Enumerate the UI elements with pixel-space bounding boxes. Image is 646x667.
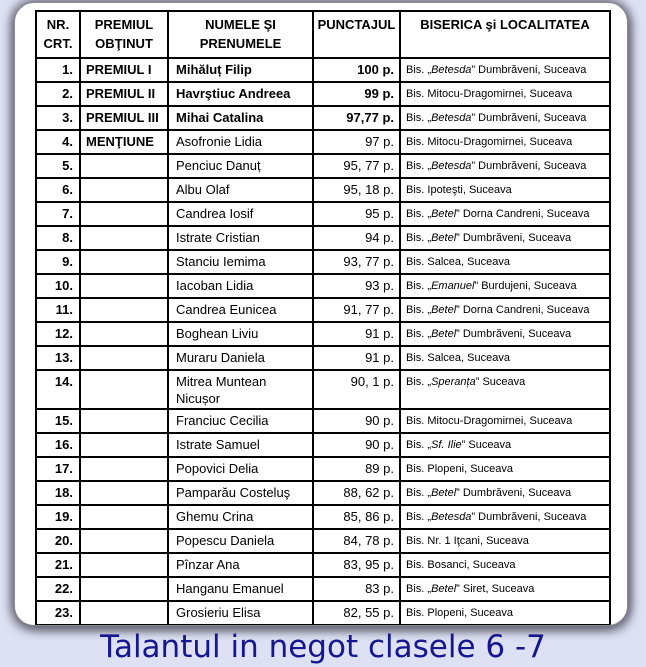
cell-score: 89 p. (313, 457, 400, 481)
cell-name: Candrea Eunicea (168, 298, 313, 322)
cell-name: Popovici Delia (168, 457, 313, 481)
cell-prize (80, 481, 168, 505)
cell-score: 83, 95 p. (313, 553, 400, 577)
cell-church: Bis. Mitocu-Dragomirnei, Suceava (400, 409, 610, 433)
cell-score: 97,77 p. (313, 106, 400, 130)
header-row (36, 11, 610, 58)
cell-prize (80, 553, 168, 577)
cell-name: Franciuc Cecilia (168, 409, 313, 433)
cell-church: Bis. Mitocu-Dragomirnei, Suceava (400, 130, 610, 154)
cell-nr: 4. (36, 130, 80, 154)
table-row (36, 457, 610, 481)
cell-score: 90, 1 p. (313, 370, 400, 409)
cell-prize (80, 322, 168, 346)
cell-church: Bis. „Betel” Siret, Suceava (400, 577, 610, 601)
cell-name: Iacoban Lidia (168, 274, 313, 298)
cell-nr: 7. (36, 202, 80, 226)
cell-score: 100 p. (313, 58, 400, 82)
cell-score: 90 p. (313, 409, 400, 433)
table-row (36, 298, 610, 322)
cell-prize (80, 178, 168, 202)
cell-nr: 6. (36, 178, 80, 202)
cell-name: Pamparău Costeluş (168, 481, 313, 505)
cell-score: 91 p. (313, 346, 400, 370)
cell-nr: 17. (36, 457, 80, 481)
cell-prize (80, 298, 168, 322)
cell-score: 99 p. (313, 82, 400, 106)
cell-nr: 8. (36, 226, 80, 250)
column-header-premiul: PREMIUL OBŢINUT (80, 11, 168, 58)
cell-prize: PREMIUL I (80, 58, 168, 82)
cell-name: Asofronie Lidia (168, 130, 313, 154)
cell-name: Istrate Samuel (168, 433, 313, 457)
results-table-body (36, 58, 610, 626)
cell-nr: 18. (36, 481, 80, 505)
cell-name: Mihăluț Filip (168, 58, 313, 82)
cell-nr: 3. (36, 106, 80, 130)
cell-prize (80, 226, 168, 250)
cell-church: Bis. Bosanci, Suceava (400, 553, 610, 577)
cell-church: Bis. Salcea, Suceava (400, 250, 610, 274)
table-row (36, 370, 610, 409)
cell-score: 84, 78 p. (313, 529, 400, 553)
table-row (36, 106, 610, 130)
cell-church: Bis. „Emanuel” Burdujeni, Suceava (400, 274, 610, 298)
table-row (36, 601, 610, 625)
cell-prize (80, 577, 168, 601)
cell-prize (80, 274, 168, 298)
cell-prize: PREMIUL II (80, 82, 168, 106)
cell-church: Bis. Ipoteşti, Suceava (400, 178, 610, 202)
column-header-nr-crt: NR. CRT. (36, 11, 80, 58)
cell-nr: 19. (36, 505, 80, 529)
cell-church: Bis. „Betesda” Dumbrăveni, Suceava (400, 154, 610, 178)
cell-church: Bis. Mitocu-Dragomirnei, Suceava (400, 82, 610, 106)
cell-nr: 13. (36, 346, 80, 370)
cell-church: Bis. „Betel” Dumbrăveni, Suceava (400, 226, 610, 250)
cell-name: Pînzar Ana (168, 553, 313, 577)
cell-name: Ghemu Crina (168, 505, 313, 529)
column-header-numele: NUMELE ŞI PRENUMELE (168, 11, 313, 58)
table-row (36, 481, 610, 505)
cell-nr: 10. (36, 274, 80, 298)
table-row (36, 130, 610, 154)
cell-score: 95 p. (313, 202, 400, 226)
cell-score: 90 p. (313, 433, 400, 457)
cell-church: Bis. „Betesda” Dumbrăveni, Suceava (400, 505, 610, 529)
cell-score: 95, 77 p. (313, 154, 400, 178)
table-row (36, 505, 610, 529)
cell-score: 82, 55 p. (313, 601, 400, 625)
table-row (36, 202, 610, 226)
cell-prize (80, 433, 168, 457)
cell-prize (80, 202, 168, 226)
page-title: Talantul in negot clasele 6 -7 (100, 629, 546, 665)
column-header-biserica: BISERICA şi LOCALITATEA (400, 11, 610, 58)
cell-church: Bis. „Betel” Dorna Candreni, Suceava (400, 202, 610, 226)
cell-name: Candrea Iosif (168, 202, 313, 226)
cell-prize (80, 409, 168, 433)
cell-name: Albu Olaf (168, 178, 313, 202)
cell-church: Bis. Salcea, Suceava (400, 346, 610, 370)
cell-nr: 11. (36, 298, 80, 322)
cell-nr: 16. (36, 433, 80, 457)
cell-score: 83 p. (313, 577, 400, 601)
table-row (36, 529, 610, 553)
cell-name: Muraru Daniela (168, 346, 313, 370)
cell-nr: 12. (36, 322, 80, 346)
cell-score: 93 p. (313, 274, 400, 298)
table-row (36, 154, 610, 178)
cell-nr: 5. (36, 154, 80, 178)
cell-name: Popescu Daniela (168, 529, 313, 553)
cell-church: Bis. Nr. 1 Iţcani, Suceava (400, 529, 610, 553)
cell-score: 88, 62 p. (313, 481, 400, 505)
cell-church: Bis. „Betesda” Dumbrăveni, Suceava (400, 106, 610, 130)
table-row (36, 178, 610, 202)
cell-name: Istrate Cristian (168, 226, 313, 250)
cell-name: Stanciu Iemima (168, 250, 313, 274)
cell-church: Bis. „Betel” Dumbrăveni, Suceava (400, 481, 610, 505)
table-row (36, 250, 610, 274)
table-row (36, 58, 610, 82)
cell-prize (80, 346, 168, 370)
cell-prize: PREMIUL III (80, 106, 168, 130)
cell-church: Bis. Plopeni, Suceava (400, 601, 610, 625)
table-row (36, 322, 610, 346)
results-table (35, 10, 611, 626)
cell-nr: 23. (36, 601, 80, 625)
cell-church: Bis. „Betel” Dumbrăveni, Suceava (400, 322, 610, 346)
cell-prize (80, 529, 168, 553)
cell-church: Bis. „Sf. Ilie” Suceava (400, 433, 610, 457)
cell-name: Mitrea Muntean Nicușor (168, 370, 313, 409)
cell-name: Grosieriu Elisa (168, 601, 313, 625)
cell-score: 94 p. (313, 226, 400, 250)
cell-prize: MENŢIUNE (80, 130, 168, 154)
cell-nr: 9. (36, 250, 80, 274)
cell-score: 91 p. (313, 322, 400, 346)
cell-prize (80, 250, 168, 274)
cell-prize (80, 601, 168, 625)
cell-name: Havrştiuc Andreea (168, 82, 313, 106)
cell-score: 97 p. (313, 130, 400, 154)
table-row (36, 274, 610, 298)
results-table-header (36, 11, 610, 58)
cell-prize (80, 370, 168, 409)
cell-score: 91, 77 p. (313, 298, 400, 322)
cell-name: Penciuc Danuț (168, 154, 313, 178)
cell-church: Bis. „Betel” Dorna Candreni, Suceava (400, 298, 610, 322)
cell-church: Bis. Plopeni, Suceava (400, 457, 610, 481)
table-row (36, 226, 610, 250)
cell-church: Bis. „Speranța” Suceava (400, 370, 610, 409)
table-row (36, 409, 610, 433)
table-row (36, 577, 610, 601)
table-row (36, 553, 610, 577)
cell-name: Mihai Catalina (168, 106, 313, 130)
cell-nr: 2. (36, 82, 80, 106)
cell-church: Bis. „Betesda” Dumbrăveni, Suceava (400, 58, 610, 82)
cell-nr: 21. (36, 553, 80, 577)
cell-nr: 22. (36, 577, 80, 601)
document-card (14, 2, 628, 626)
cell-prize (80, 505, 168, 529)
column-header-punctajul: PUNCTAJUL (313, 11, 400, 58)
cell-nr: 1. (36, 58, 80, 82)
cell-nr: 20. (36, 529, 80, 553)
cell-score: 95, 18 p. (313, 178, 400, 202)
cell-name: Boghean Liviu (168, 322, 313, 346)
table-row (36, 346, 610, 370)
table-row (36, 82, 610, 106)
cell-nr: 15. (36, 409, 80, 433)
cell-score: 93, 77 p. (313, 250, 400, 274)
cell-nr: 14. (36, 370, 80, 409)
cell-score: 85, 86 p. (313, 505, 400, 529)
table-row (36, 433, 610, 457)
cell-prize (80, 457, 168, 481)
cell-name: Hanganu Emanuel (168, 577, 313, 601)
cell-prize (80, 154, 168, 178)
